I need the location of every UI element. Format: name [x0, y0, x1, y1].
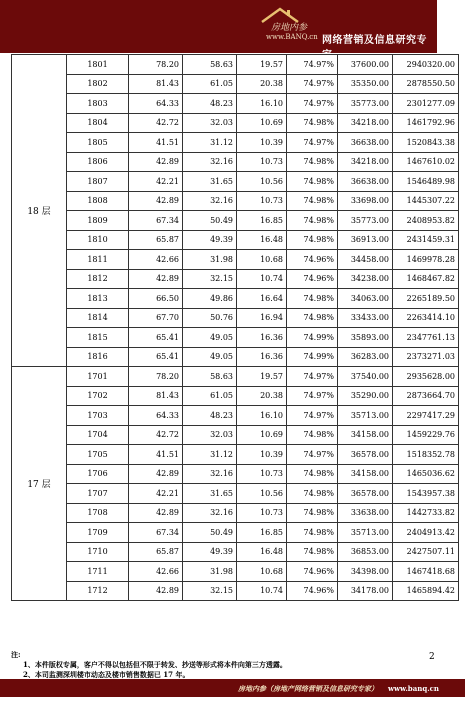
table-cell: 2301277.09	[393, 94, 459, 114]
table-cell: 67.34	[129, 211, 183, 231]
brand-url: www.BANQ.cn	[266, 33, 318, 41]
table-cell: 74.96%	[287, 269, 338, 289]
table-cell: 36283.00	[338, 347, 393, 367]
room-number-cell: 1813	[67, 289, 129, 309]
table-cell: 19.57	[237, 367, 287, 387]
table-cell: 74.96%	[287, 562, 338, 582]
table-cell: 50.49	[183, 211, 237, 231]
room-number-cell: 1703	[67, 406, 129, 426]
room-number-cell: 1706	[67, 464, 129, 484]
room-number-cell: 1702	[67, 386, 129, 406]
table-cell: 48.23	[183, 94, 237, 114]
room-number-cell: 1708	[67, 503, 129, 523]
room-number-cell: 1806	[67, 152, 129, 172]
table-cell: 16.64	[237, 289, 287, 309]
table-cell: 2940320.00	[393, 55, 459, 75]
table-cell: 74.98%	[287, 542, 338, 562]
table-cell: 58.63	[183, 55, 237, 75]
table-cell: 32.15	[183, 269, 237, 289]
table-cell: 41.51	[129, 445, 183, 465]
table-cell: 74.98%	[287, 113, 338, 133]
table-cell: 42.66	[129, 250, 183, 270]
table-cell: 48.23	[183, 406, 237, 426]
table-cell: 67.70	[129, 308, 183, 328]
table-cell: 1543957.38	[393, 484, 459, 504]
table-row	[12, 289, 459, 309]
table-cell: 16.10	[237, 94, 287, 114]
table-cell: 19.57	[237, 55, 287, 75]
table-cell: 1469978.28	[393, 250, 459, 270]
table-cell: 2431459.31	[393, 230, 459, 250]
room-number-cell: 1809	[67, 211, 129, 231]
table-cell: 74.98%	[287, 289, 338, 309]
table-cell: 16.36	[237, 347, 287, 367]
table-row	[12, 172, 459, 192]
table-cell: 10.73	[237, 191, 287, 211]
table-cell: 42.89	[129, 503, 183, 523]
table-cell: 58.63	[183, 367, 237, 387]
table-cell: 74.97%	[287, 94, 338, 114]
table-cell: 10.68	[237, 250, 287, 270]
table-cell: 16.94	[237, 308, 287, 328]
table-cell: 42.66	[129, 562, 183, 582]
table-row	[12, 113, 459, 133]
table-cell: 34178.00	[338, 581, 393, 601]
table-cell: 2404913.42	[393, 523, 459, 543]
footer-brand: 房地内参（房地产网络营销及信息研究专家）	[238, 684, 378, 693]
table-cell: 74.98%	[287, 172, 338, 192]
brand-name: 房地内参	[271, 23, 308, 33]
table-cell: 74.98%	[287, 464, 338, 484]
table-cell: 42.21	[129, 484, 183, 504]
room-number-cell: 1711	[67, 562, 129, 582]
table-cell: 10.69	[237, 113, 287, 133]
table-cell: 67.34	[129, 523, 183, 543]
table-cell: 65.41	[129, 347, 183, 367]
table-cell: 34398.00	[338, 562, 393, 582]
table-cell: 32.16	[183, 464, 237, 484]
table-cell: 74.97%	[287, 386, 338, 406]
table-cell: 74.98%	[287, 523, 338, 543]
table-cell: 2265189.50	[393, 289, 459, 309]
floor-label: 18 层	[12, 55, 67, 367]
table-cell: 49.05	[183, 328, 237, 348]
notes	[11, 650, 431, 680]
table-cell: 32.03	[183, 113, 237, 133]
table-cell: 32.15	[183, 581, 237, 601]
table-cell: 35893.00	[338, 328, 393, 348]
table-cell: 31.65	[183, 172, 237, 192]
table-cell: 2408953.82	[393, 211, 459, 231]
table-cell: 1546489.98	[393, 172, 459, 192]
table-cell: 74.98%	[287, 484, 338, 504]
table-cell: 74.97%	[287, 445, 338, 465]
table-cell: 2347761.13	[393, 328, 459, 348]
table-row	[12, 133, 459, 153]
room-number-cell: 1810	[67, 230, 129, 250]
table-cell: 10.74	[237, 581, 287, 601]
table-cell: 35773.00	[338, 94, 393, 114]
table-cell: 33698.00	[338, 191, 393, 211]
table-cell: 16.85	[237, 523, 287, 543]
table-cell: 16.48	[237, 230, 287, 250]
table-cell: 36913.00	[338, 230, 393, 250]
table-cell: 20.38	[237, 386, 287, 406]
table-row	[12, 445, 459, 465]
room-number-cell: 1816	[67, 347, 129, 367]
table-cell: 1465036.62	[393, 464, 459, 484]
table-cell: 78.20	[129, 367, 183, 387]
table-cell: 74.97%	[287, 367, 338, 387]
table-row	[12, 542, 459, 562]
table-cell: 64.33	[129, 406, 183, 426]
table-row	[12, 250, 459, 270]
table-cell: 42.21	[129, 172, 183, 192]
room-number-cell: 1815	[67, 328, 129, 348]
table-cell: 41.51	[129, 133, 183, 153]
table-cell: 10.69	[237, 425, 287, 445]
table-cell: 2873664.70	[393, 386, 459, 406]
table-cell: 74.99%	[287, 347, 338, 367]
table-cell: 74.98%	[287, 230, 338, 250]
table-row	[12, 562, 459, 582]
table-cell: 42.89	[129, 464, 183, 484]
table-cell: 10.68	[237, 562, 287, 582]
table-cell: 49.86	[183, 289, 237, 309]
table-cell: 37600.00	[338, 55, 393, 75]
table-cell: 34158.00	[338, 464, 393, 484]
table-row	[12, 523, 459, 543]
table-cell: 1442733.82	[393, 503, 459, 523]
table-cell: 65.41	[129, 328, 183, 348]
table-row	[12, 425, 459, 445]
table-row	[12, 367, 459, 387]
table-cell: 37540.00	[338, 367, 393, 387]
table-cell: 34458.00	[338, 250, 393, 270]
table-cell: 74.98%	[287, 191, 338, 211]
table-cell: 1467610.02	[393, 152, 459, 172]
unit-price-table	[11, 54, 459, 601]
table-cell: 78.20	[129, 55, 183, 75]
table-cell: 74.96%	[287, 250, 338, 270]
table-cell: 74.97%	[287, 133, 338, 153]
table-cell: 42.72	[129, 425, 183, 445]
table-cell: 36638.00	[338, 133, 393, 153]
table-row	[12, 269, 459, 289]
table-cell: 1459229.76	[393, 425, 459, 445]
table-cell: 10.56	[237, 484, 287, 504]
table-cell: 74.98%	[287, 308, 338, 328]
table-cell: 65.87	[129, 230, 183, 250]
table-cell: 49.39	[183, 230, 237, 250]
table-cell: 1520843.38	[393, 133, 459, 153]
table-cell: 74.97%	[287, 55, 338, 75]
table-cell: 81.43	[129, 386, 183, 406]
note-item-2: 2、本司监测深圳楼市动态及楼市销售数据已 17 年。	[23, 670, 190, 679]
table-cell: 74.98%	[287, 152, 338, 172]
table-cell: 74.96%	[287, 581, 338, 601]
table-cell: 65.87	[129, 542, 183, 562]
table-cell: 31.98	[183, 562, 237, 582]
room-number-cell: 1801	[67, 55, 129, 75]
table-cell: 35290.00	[338, 386, 393, 406]
table-cell: 81.43	[129, 74, 183, 94]
table-cell: 35350.00	[338, 74, 393, 94]
table-cell: 36853.00	[338, 542, 393, 562]
table-row	[12, 328, 459, 348]
table-cell: 32.16	[183, 191, 237, 211]
table-cell: 10.39	[237, 445, 287, 465]
notes-heading: 注:	[11, 650, 21, 659]
floor-label: 17 层	[12, 367, 67, 601]
table-cell: 32.16	[183, 503, 237, 523]
table-cell: 74.98%	[287, 211, 338, 231]
table-cell: 2297417.29	[393, 406, 459, 426]
room-number-cell: 1709	[67, 523, 129, 543]
table-row	[12, 581, 459, 601]
table-row	[12, 152, 459, 172]
table-cell: 2935628.00	[393, 367, 459, 387]
room-number-cell: 1807	[67, 172, 129, 192]
table-cell: 36638.00	[338, 172, 393, 192]
header-title: 网络营销及信息研究专家	[322, 35, 427, 61]
table-cell: 33433.00	[338, 308, 393, 328]
table-cell: 33638.00	[338, 503, 393, 523]
table-cell: 34158.00	[338, 425, 393, 445]
table-cell: 50.76	[183, 308, 237, 328]
room-number-cell: 1812	[67, 269, 129, 289]
room-number-cell: 1803	[67, 94, 129, 114]
table-cell: 2263414.10	[393, 308, 459, 328]
table-cell: 2878550.50	[393, 74, 459, 94]
table-row	[12, 406, 459, 426]
table-cell: 61.05	[183, 74, 237, 94]
table-cell: 36578.00	[338, 445, 393, 465]
table-cell: 2427507.11	[393, 542, 459, 562]
table-cell: 42.89	[129, 269, 183, 289]
table-cell: 36578.00	[338, 484, 393, 504]
table-cell: 1445307.22	[393, 191, 459, 211]
table-cell: 74.98%	[287, 425, 338, 445]
table-row	[12, 347, 459, 367]
table-row	[12, 386, 459, 406]
table-cell: 35713.00	[338, 523, 393, 543]
table-cell: 42.72	[129, 113, 183, 133]
table-row	[12, 503, 459, 523]
table-row	[12, 484, 459, 504]
table-cell: 10.74	[237, 269, 287, 289]
room-number-cell: 1712	[67, 581, 129, 601]
table-cell: 1461792.96	[393, 113, 459, 133]
table-cell: 2373271.03	[393, 347, 459, 367]
table-cell: 31.98	[183, 250, 237, 270]
table-row	[12, 308, 459, 328]
room-number-cell: 1710	[67, 542, 129, 562]
table-cell: 10.73	[237, 503, 287, 523]
table-cell: 32.03	[183, 425, 237, 445]
table-cell: 34218.00	[338, 113, 393, 133]
room-number-cell: 1804	[67, 113, 129, 133]
room-number-cell: 1811	[67, 250, 129, 270]
table-cell: 35713.00	[338, 406, 393, 426]
room-number-cell: 1701	[67, 367, 129, 387]
table-cell: 61.05	[183, 386, 237, 406]
table-cell: 42.89	[129, 152, 183, 172]
room-number-cell: 1707	[67, 484, 129, 504]
table-cell: 1465894.42	[393, 581, 459, 601]
table-cell: 74.97%	[287, 406, 338, 426]
table-cell: 20.38	[237, 74, 287, 94]
footer-url: www.banq.cn	[388, 684, 440, 693]
table-cell: 16.10	[237, 406, 287, 426]
table-cell: 10.73	[237, 464, 287, 484]
table-cell: 10.39	[237, 133, 287, 153]
table-cell: 31.12	[183, 445, 237, 465]
page-header	[0, 0, 437, 61]
table-cell: 1467418.68	[393, 562, 459, 582]
table-row	[12, 94, 459, 114]
room-number-cell: 1705	[67, 445, 129, 465]
page-footer	[0, 679, 465, 697]
table-cell: 1518352.78	[393, 445, 459, 465]
table-cell: 49.05	[183, 347, 237, 367]
table-cell: 10.56	[237, 172, 287, 192]
room-number-cell: 1808	[67, 191, 129, 211]
table-cell: 32.16	[183, 152, 237, 172]
table-cell: 74.99%	[287, 328, 338, 348]
table-cell: 50.49	[183, 523, 237, 543]
table-cell: 31.65	[183, 484, 237, 504]
table-cell: 74.97%	[287, 74, 338, 94]
table-row	[12, 74, 459, 94]
room-number-cell: 1704	[67, 425, 129, 445]
room-number-cell: 1805	[67, 133, 129, 153]
table-cell: 34218.00	[338, 152, 393, 172]
table-cell: 66.50	[129, 289, 183, 309]
table-row	[12, 464, 459, 484]
table-cell: 74.98%	[287, 503, 338, 523]
room-number-cell: 1814	[67, 308, 129, 328]
table-cell: 35773.00	[338, 211, 393, 231]
table-cell: 31.12	[183, 133, 237, 153]
room-number-cell: 1802	[67, 74, 129, 94]
table-row	[12, 211, 459, 231]
table-row	[12, 230, 459, 250]
table-cell: 49.39	[183, 542, 237, 562]
table-cell: 34238.00	[338, 269, 393, 289]
table-cell: 10.73	[237, 152, 287, 172]
table-cell: 1468467.82	[393, 269, 459, 289]
table-cell: 16.85	[237, 211, 287, 231]
page-number: 2	[429, 652, 435, 662]
table-cell: 16.48	[237, 542, 287, 562]
table-cell: 34063.00	[338, 289, 393, 309]
table-row	[12, 55, 459, 75]
table-row	[12, 191, 459, 211]
note-item-1: 1、本件版权专属，客户不得以包括但不限于转发、抄送等形式将本件向第三方透露。	[23, 660, 287, 669]
table-cell: 42.89	[129, 191, 183, 211]
table-cell: 16.36	[237, 328, 287, 348]
table-cell: 64.33	[129, 94, 183, 114]
table-cell: 42.89	[129, 581, 183, 601]
